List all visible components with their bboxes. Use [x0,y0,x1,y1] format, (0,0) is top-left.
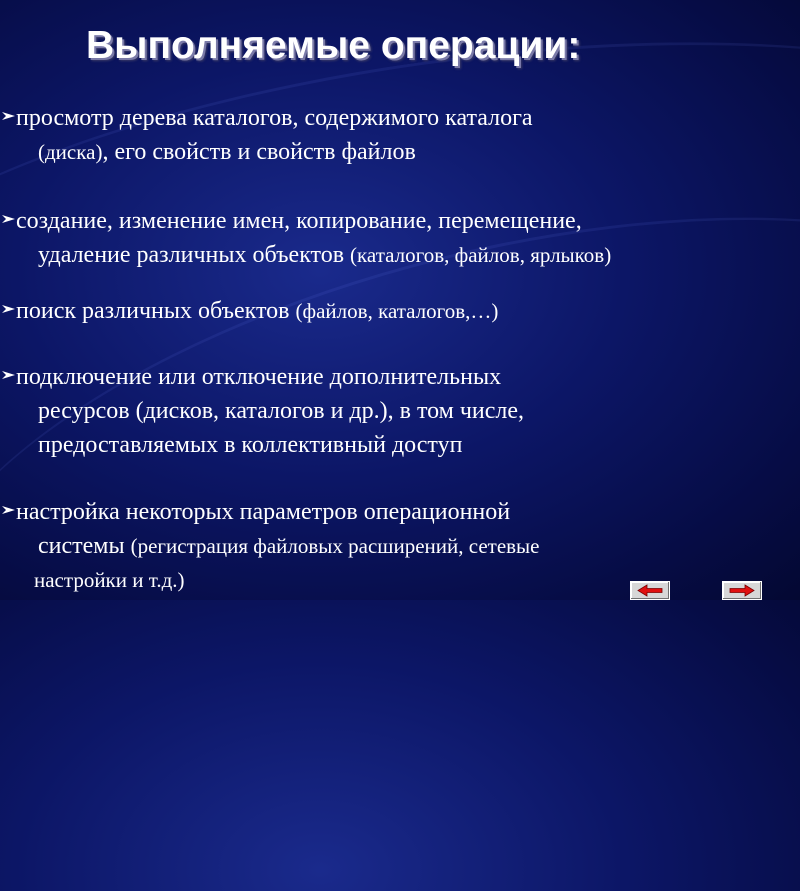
bullet-item [0,101,780,169]
bullet-text: поиск различных объектов [16,298,296,324]
bullet-line [0,101,780,135]
bullet-line [0,360,780,394]
bullet-item [0,294,780,328]
arrow-left-icon [636,584,664,597]
bullet-item [0,360,780,462]
bullet-line [0,238,780,272]
next-slide-button[interactable] [722,581,762,600]
bullet-text: настройка некоторых параметров операционной [16,499,511,525]
bullet-text: просмотр дерева каталогов, содержимого каталога [16,105,533,131]
bullet-line [0,495,780,529]
bullet-text: системы [38,533,131,559]
prev-slide-button[interactable] [630,581,670,600]
bullet-line [0,135,780,169]
bullet-text: подключение или отключение дополнительных [16,364,502,390]
bullet-small-text: (регистрация файловых расширений, сетевые [130,534,540,558]
bullet-line [0,394,780,428]
bullet-text: ресурсов (дисков, каталогов и др.), в том числе, [38,398,525,424]
bullet-small-text: (диска) [38,140,103,164]
bullet-text: , его свойств и свойств файлов [102,139,416,165]
bullet-item [0,204,780,272]
slide-title: Выполняемые операции: [86,24,581,67]
bullet-line [0,529,780,563]
bullet-text: предоставляемых в коллективный доступ [38,432,463,458]
arrow-bullet-icon [2,503,15,517]
bullet-small-text: (файлов, каталогов,…) [295,299,499,323]
arrow-right-icon [728,584,756,597]
bullet-line [0,204,780,238]
bullet-small-text: настройки и т.д.) [34,568,185,592]
arrow-bullet-icon [2,302,15,316]
bullet-line [0,428,780,462]
bullet-line [0,294,780,328]
arrow-bullet-icon [2,368,15,382]
arrow-bullet-icon [2,109,15,123]
bullet-small-text: (каталогов, файлов, ярлыков) [350,243,612,267]
bullet-text: создание, изменение имен, копирование, перемещение, [16,208,582,234]
arrow-bullet-icon [2,212,15,226]
bullet-text: удаление различных объектов [38,242,351,268]
